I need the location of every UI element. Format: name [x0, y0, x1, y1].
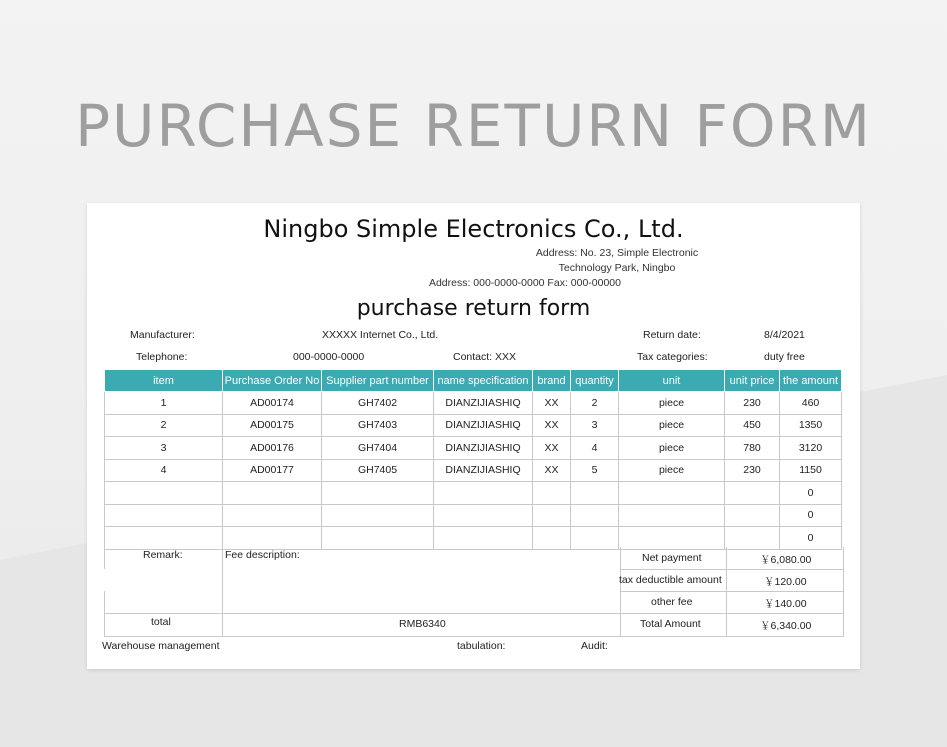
cell-quantity: 5	[571, 459, 619, 482]
table-row	[105, 459, 842, 482]
cell-brand	[533, 527, 571, 550]
cell-unit	[619, 504, 725, 527]
cell-quantity: 4	[571, 437, 619, 460]
cell-purchase-order	[223, 527, 322, 550]
cell-supplier-part	[322, 482, 434, 505]
cell-quantity: 3	[571, 414, 619, 437]
cell-item: 3	[105, 437, 223, 460]
cell-amount: 0	[780, 482, 842, 505]
company-name: Ningbo Simple Electronics Co., Ltd.	[263, 215, 684, 243]
cell-item: 2	[105, 414, 223, 437]
tax-categories-label: Tax categories:	[637, 351, 708, 363]
cell-unit: piece	[619, 414, 725, 437]
cell-unit-price	[725, 504, 780, 527]
tax-deductible-value: ￥120.00	[764, 576, 807, 588]
company-address-line1: Address: No. 23, Simple Electronic	[535, 247, 699, 259]
cell-brand: XX	[533, 414, 571, 437]
cell-purchase-order	[223, 482, 322, 505]
cell-name-spec: DIANZIJIASHIQ	[434, 459, 533, 482]
col-header-purchase-order: Purchase Order No	[223, 370, 322, 392]
form-title: purchase return form	[356, 296, 591, 321]
cell-amount: 460	[780, 392, 842, 415]
cell-name-spec	[434, 482, 533, 505]
cell-unit	[619, 527, 725, 550]
summary-divider	[222, 547, 223, 637]
telephone-label: Telephone:	[136, 351, 188, 363]
cell-unit-price	[725, 527, 780, 550]
table-row	[105, 437, 842, 460]
total-value: RMB6340	[399, 618, 446, 630]
cell-unit-price	[725, 482, 780, 505]
total-amount-value: ￥6,340.00	[760, 620, 812, 632]
total-amount-label: Total Amount	[640, 618, 701, 630]
cell-amount: 3120	[780, 437, 842, 460]
tax-deductible-label: tax deductible amount	[619, 574, 722, 586]
table-row	[105, 392, 842, 415]
col-header-unit-price: unit price	[725, 370, 780, 392]
cell-name-spec	[434, 527, 533, 550]
cell-item	[105, 504, 223, 527]
company-address-line2: Technology Park, Ningbo	[558, 262, 676, 274]
table-row	[105, 414, 842, 437]
cell-supplier-part: GH7405	[322, 459, 434, 482]
summary-divider	[620, 547, 621, 637]
total-label: total	[151, 616, 171, 628]
summary-divider	[620, 569, 844, 570]
cell-brand: XX	[533, 437, 571, 460]
cell-unit-price: 230	[725, 392, 780, 415]
cell-amount: 0	[780, 527, 842, 550]
cell-brand	[533, 504, 571, 527]
table-row	[105, 482, 842, 505]
cell-purchase-order: AD00176	[223, 437, 322, 460]
cell-supplier-part: GH7404	[322, 437, 434, 460]
table-row	[105, 504, 842, 527]
col-header-quantity: quantity	[571, 370, 619, 392]
cell-unit-price: 230	[725, 459, 780, 482]
cell-name-spec	[434, 504, 533, 527]
cell-item: 4	[105, 459, 223, 482]
cell-purchase-order: AD00174	[223, 392, 322, 415]
summary-divider	[104, 547, 105, 569]
table-header-row	[105, 370, 842, 392]
net-payment-label: Net payment	[642, 552, 702, 564]
cell-brand: XX	[533, 392, 571, 415]
audit-label: Audit:	[581, 640, 608, 652]
cell-unit	[619, 482, 725, 505]
other-fee-value: ￥140.00	[764, 598, 807, 610]
col-header-supplier-part: Supplier part number	[322, 370, 434, 392]
net-payment-value: ￥6,080.00	[760, 554, 812, 566]
cell-unit: piece	[619, 459, 725, 482]
remark-label: Remark:	[143, 549, 183, 561]
summary-divider	[104, 636, 844, 637]
cell-purchase-order	[223, 504, 322, 527]
cell-amount: 1150	[780, 459, 842, 482]
cell-purchase-order: AD00175	[223, 414, 322, 437]
manufacturer-label: Manufacturer:	[130, 329, 195, 341]
col-header-name-spec: name specification	[434, 370, 533, 392]
col-header-amount: the amount	[780, 370, 842, 392]
cell-unit: piece	[619, 437, 725, 460]
cell-name-spec: DIANZIJIASHIQ	[434, 392, 533, 415]
return-date-label: Return date:	[643, 329, 701, 341]
cell-name-spec: DIANZIJIASHIQ	[434, 414, 533, 437]
cell-brand	[533, 482, 571, 505]
cell-quantity	[571, 504, 619, 527]
banner-title: PURCHASE RETURN FORM	[75, 92, 872, 160]
cell-name-spec: DIANZIJIASHIQ	[434, 437, 533, 460]
tabulation-label: tabulation:	[457, 640, 506, 652]
summary-divider	[620, 591, 844, 592]
manufacturer-value: XXXXX Internet Co., Ltd.	[322, 329, 439, 341]
cell-amount: 0	[780, 504, 842, 527]
cell-quantity	[571, 482, 619, 505]
telephone-value: 000-0000-0000	[293, 351, 365, 363]
cell-item	[105, 482, 223, 505]
table-body	[105, 392, 842, 550]
cell-unit-price: 450	[725, 414, 780, 437]
cell-supplier-part: GH7402	[322, 392, 434, 415]
cell-purchase-order: AD00177	[223, 459, 322, 482]
table-row	[105, 527, 842, 550]
col-header-item: item	[105, 370, 223, 392]
return-date-value: 8/4/2021	[764, 329, 805, 341]
fee-description-label: Fee description:	[225, 549, 300, 561]
col-header-brand: brand	[533, 370, 571, 392]
warehouse-management-label: Warehouse management	[102, 640, 220, 652]
contact-text: Contact: XXX	[453, 351, 517, 363]
tax-categories-value: duty free	[764, 351, 805, 363]
cell-item	[105, 527, 223, 550]
cell-amount: 1350	[780, 414, 842, 437]
cell-brand: XX	[533, 459, 571, 482]
cell-unit-price: 780	[725, 437, 780, 460]
summary-divider	[726, 547, 727, 637]
col-header-unit: unit	[619, 370, 725, 392]
summary-divider	[843, 547, 844, 637]
summary-divider	[104, 613, 844, 614]
cell-unit: piece	[619, 392, 725, 415]
cell-item: 1	[105, 392, 223, 415]
cell-quantity	[571, 527, 619, 550]
company-address-line3: Address: 000-0000-0000 Fax: 000-00000	[428, 277, 621, 289]
summary-divider	[104, 591, 105, 637]
other-fee-label: other fee	[651, 596, 693, 608]
form-sheet	[87, 203, 860, 669]
cell-supplier-part: GH7403	[322, 414, 434, 437]
cell-supplier-part	[322, 527, 434, 550]
items-table	[104, 369, 842, 550]
cell-quantity: 2	[571, 392, 619, 415]
cell-supplier-part	[322, 504, 434, 527]
